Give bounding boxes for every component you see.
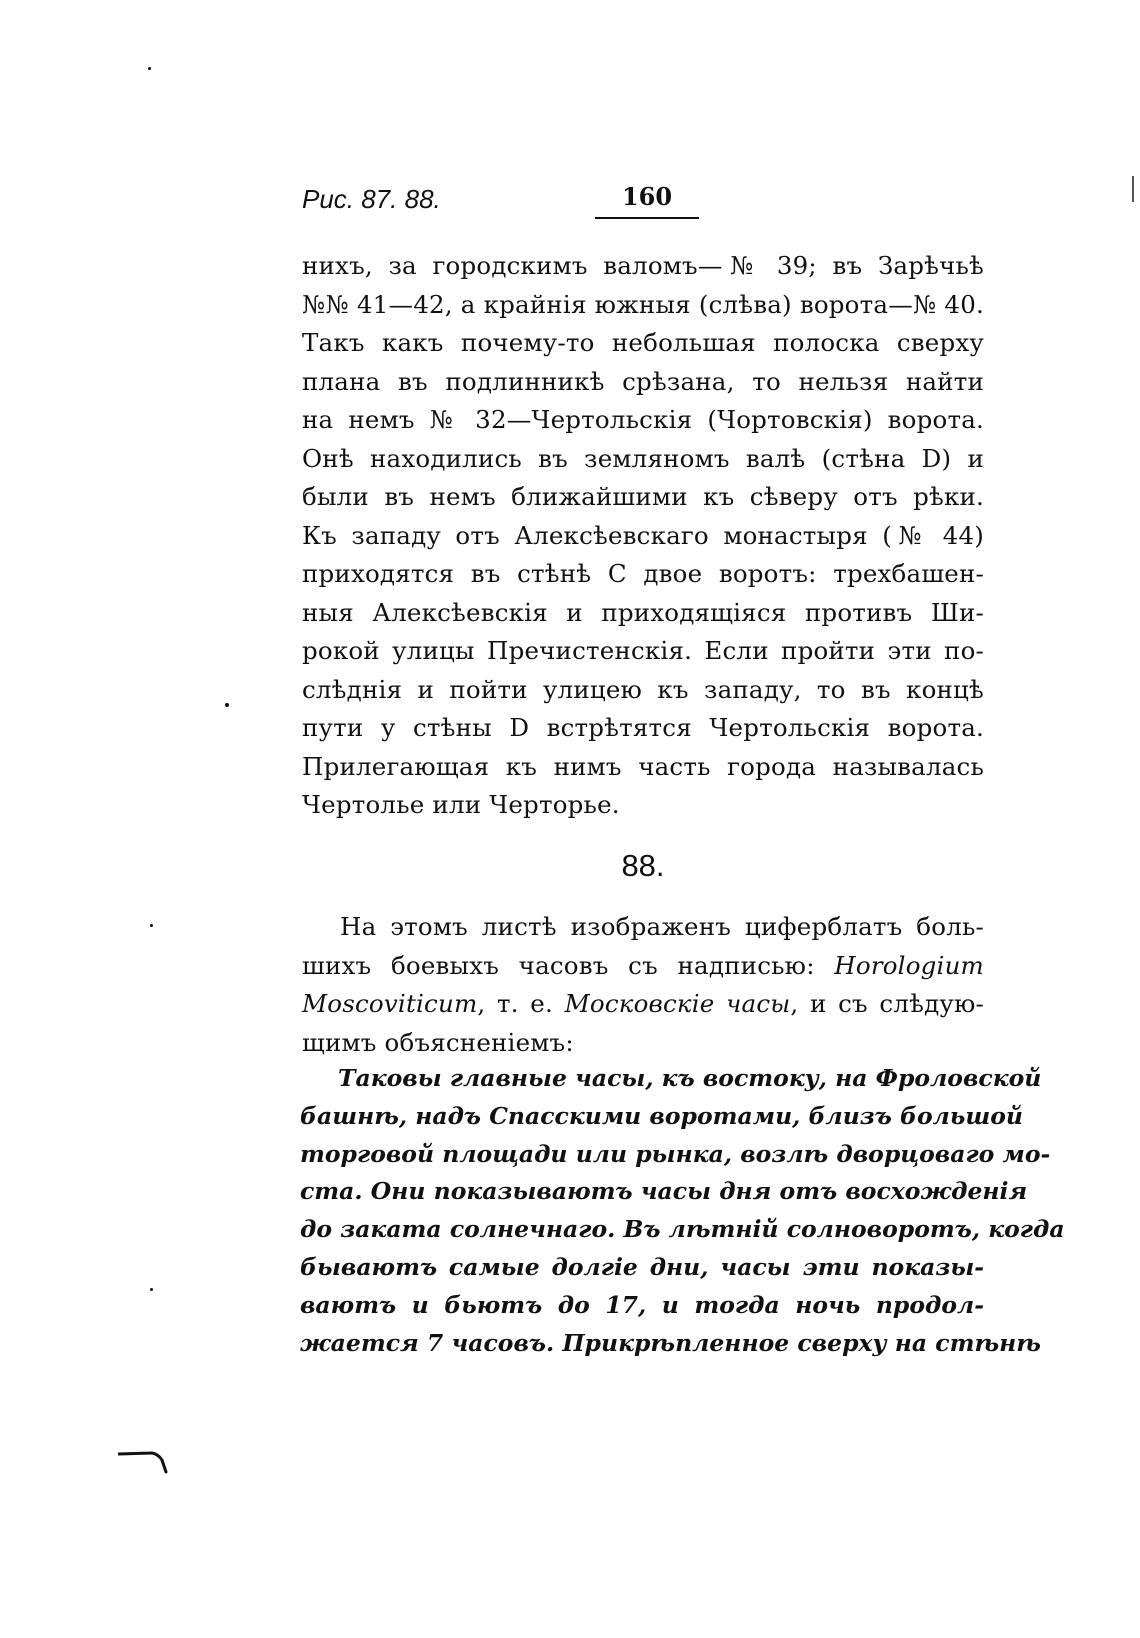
text-segment: , т. е. bbox=[477, 989, 565, 1018]
latin-title-part: Horologium bbox=[834, 950, 984, 980]
latin-title-part: Moscoviticum bbox=[302, 989, 478, 1018]
scan-corner-mark bbox=[118, 1448, 174, 1478]
scan-speck bbox=[225, 703, 229, 707]
russian-title: Московскіе часы bbox=[564, 989, 791, 1018]
text-segment: шихъ боевыхъ часовъ съ надписью: bbox=[302, 950, 835, 980]
text-line: Онѣ находились въ земляномъ валѣ (стѣна D) и bbox=[302, 443, 984, 473]
text-line: на немъ № 32—Чертольскія (Чортовскія) ворота. bbox=[302, 405, 984, 434]
text-line: пути у стѣны D встрѣтятся Чертольскія ворота. bbox=[302, 713, 984, 742]
text-line: слѣднія и пойти улицею къ западу, то въ концѣ bbox=[302, 674, 984, 704]
text-line: приходятся въ стѣнѣ C двое воротъ: трехбашен- bbox=[302, 559, 984, 588]
text-line: были въ немъ ближайшими къ сѣверу отъ рѣки. bbox=[302, 482, 984, 511]
text-line bbox=[302, 947, 984, 986]
text-segment: , и съ слѣдую- bbox=[790, 989, 984, 1018]
quote-line: бываютъ самые долгіе дни, часы эти показы- bbox=[300, 1252, 984, 1281]
quote-line: Таковы главные часы, къ востоку, на Фроловской bbox=[338, 1064, 1042, 1092]
text-line: На этомъ листѣ изображенъ циферблатъ боль- bbox=[340, 912, 984, 941]
figure-reference: Рис. 87. 88. bbox=[302, 184, 441, 214]
quote-line: ваютъ и бьютъ до 17, и тогда ночь продол- bbox=[300, 1290, 984, 1319]
running-head bbox=[302, 180, 1002, 224]
text-line: ныя Алексѣевскія и приходящіяся противъ Ши- bbox=[302, 597, 984, 627]
page-number: 160 bbox=[595, 182, 699, 219]
quote-line: торговой площади или рынка, возлѣ дворцоваго мо- bbox=[300, 1139, 1051, 1168]
paragraph-plan-description bbox=[302, 247, 984, 825]
quoted-explanation bbox=[300, 1060, 1065, 1362]
quote-line: до заката солнечнаго. Въ лѣтній солноворотъ, когда bbox=[300, 1215, 1065, 1244]
quote-line: ста. Они показываютъ часы дня отъ восхожденія bbox=[300, 1177, 1028, 1206]
text-line: №№ 41—42, а крайнія южныя (слѣва) ворота—№ 40. bbox=[302, 289, 984, 319]
quote-line: жается 7 часовъ. Прикрѣпленное сверху на стѣнѣ bbox=[300, 1328, 1041, 1357]
text-line: рокой улицы Пречистенскія. Если пройти эти по- bbox=[302, 636, 984, 665]
paragraph-clock-description bbox=[302, 908, 984, 1062]
text-line: Чертолье или Черторье. bbox=[302, 790, 620, 819]
quote-line: башнѣ, надъ Спасскими воротами, близъ большой bbox=[300, 1101, 1024, 1130]
text-line bbox=[302, 985, 984, 1024]
text-line: Къ западу отъ Алексѣевскаго монастыря (№ 44) bbox=[302, 520, 984, 550]
scan-edge-mark bbox=[1132, 176, 1134, 202]
scan-speck bbox=[150, 924, 153, 927]
text-line: плана въ подлинникѣ срѣзана, то нельзя найти bbox=[302, 366, 984, 396]
text-line: щимъ объясненіемъ: bbox=[302, 1027, 574, 1057]
scan-speck bbox=[150, 1288, 153, 1291]
text-line: Такъ какъ почему-то небольшая полоска сверху bbox=[302, 328, 984, 357]
section-number: 88. bbox=[621, 848, 665, 883]
text-line: Прилегающая къ нимъ часть города называлась bbox=[302, 751, 984, 781]
scan-speck bbox=[148, 67, 151, 70]
text-line: нихъ, за городскимъ валомъ—№ 39; въ Зарѣчьѣ bbox=[302, 251, 984, 280]
